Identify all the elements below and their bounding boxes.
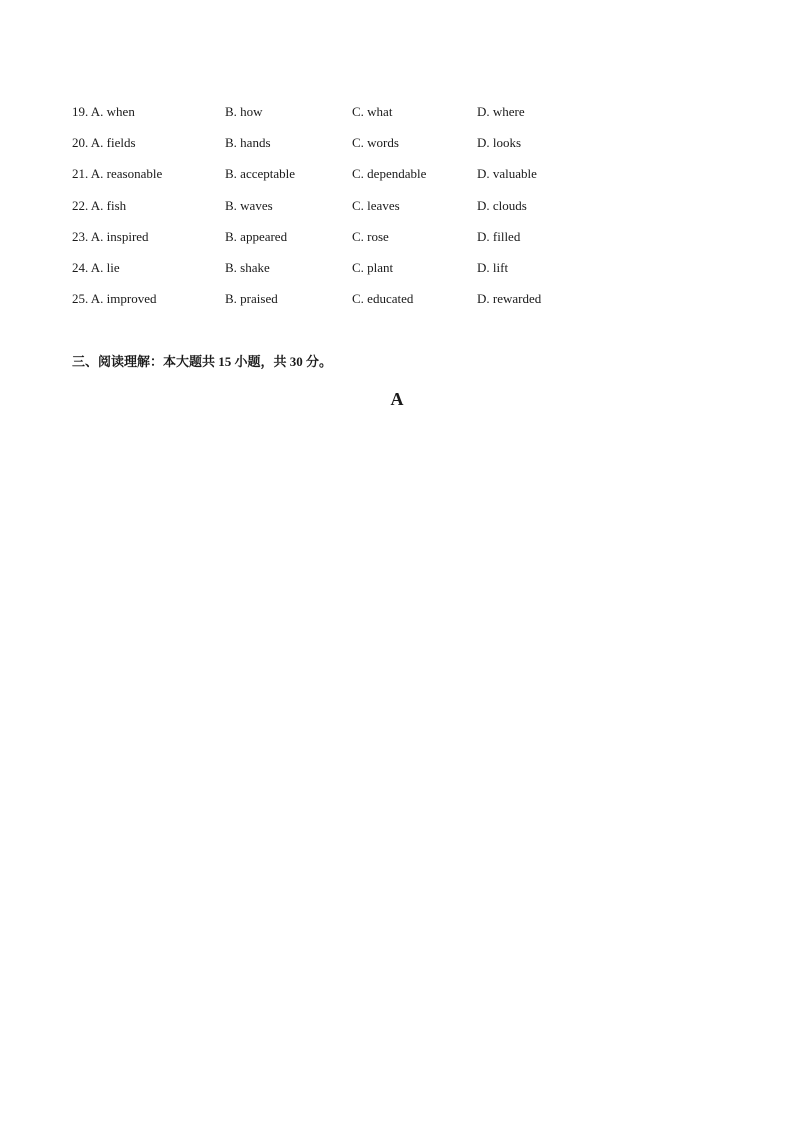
option-b: B. waves — [225, 197, 273, 213]
section-heading: 三、阅读理解：本大题共 15 小题，共 30 分。 — [72, 354, 333, 369]
question-row-25 — [72, 289, 692, 320]
option-c: C. plant — [352, 259, 394, 275]
option-b: B. praised — [225, 291, 278, 307]
question-row-21 — [72, 164, 692, 195]
option-d: D. valuable — [477, 166, 537, 182]
passage-title: A — [390, 389, 404, 409]
option-c: C. leaves — [352, 197, 400, 213]
option-d: D. filled — [477, 228, 521, 244]
option-a: 25. A. improved — [72, 291, 157, 307]
option-d: D. rewarded — [477, 291, 542, 307]
option-d: D. lift — [477, 259, 509, 275]
cloze-options-list — [72, 102, 692, 320]
question-row-23 — [72, 227, 692, 258]
option-b: B. hands — [225, 135, 271, 151]
option-c: C. what — [352, 104, 393, 119]
option-c: C. rose — [352, 228, 389, 244]
option-a: 22. A. fish — [72, 197, 127, 213]
option-b: B. appeared — [225, 228, 288, 244]
option-d: D. looks — [477, 135, 522, 151]
option-c: C. dependable — [352, 166, 427, 182]
option-a: 23. A. inspired — [72, 228, 149, 244]
option-b: B. how — [225, 104, 263, 119]
option-d: D. clouds — [477, 197, 527, 213]
option-a: 20. A. fields — [72, 135, 136, 151]
question-row-19 — [72, 102, 692, 133]
option-c: C. words — [352, 135, 399, 151]
option-a: 21. A. reasonable — [72, 166, 163, 182]
question-row-20 — [72, 133, 692, 164]
question-row-22 — [72, 196, 692, 227]
question-row-24 — [72, 258, 692, 289]
option-b: B. shake — [225, 259, 270, 275]
option-a: 19. A. when — [72, 104, 135, 119]
option-a: 24. A. lie — [72, 259, 120, 275]
option-c: C. educated — [352, 291, 414, 307]
option-d: D. where — [477, 104, 525, 119]
option-b: B. acceptable — [225, 166, 296, 182]
